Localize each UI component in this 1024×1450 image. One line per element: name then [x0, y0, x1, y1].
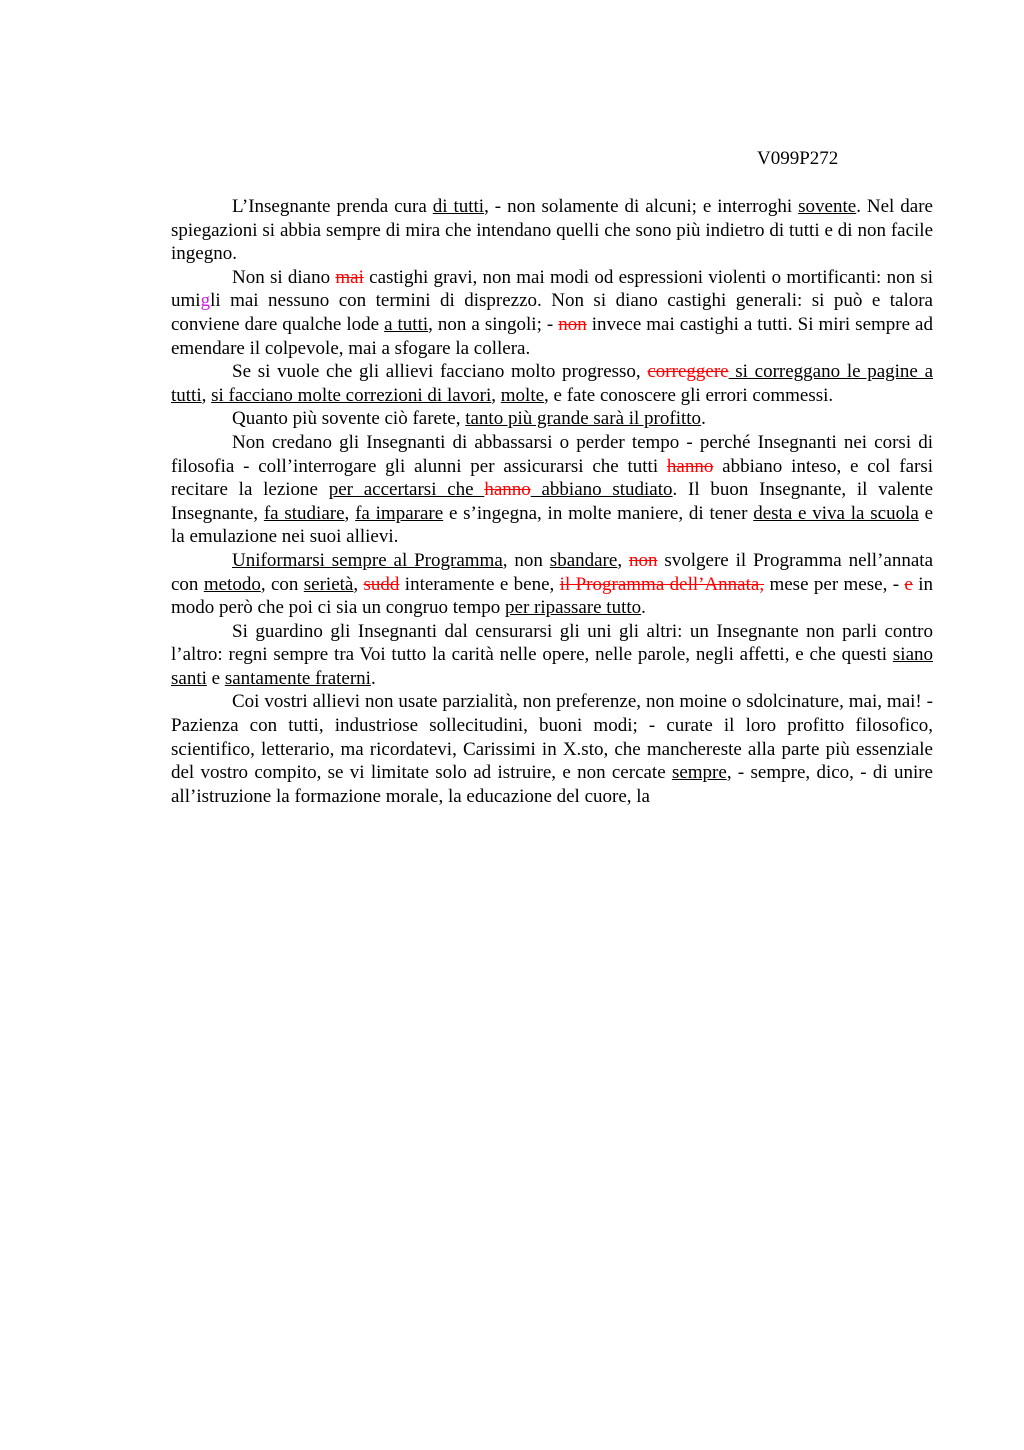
text-run: . — [701, 408, 706, 430]
underlined-text: sbandare — [549, 549, 618, 571]
underlined-text: serietà — [303, 573, 354, 595]
paragraph — [171, 620, 933, 691]
underlined-text: Uniformarsi sempre al Programma — [232, 549, 503, 571]
document-body — [171, 195, 933, 808]
deleted-text: correggere — [647, 361, 729, 383]
underlined-text: fa imparare — [355, 502, 444, 524]
text-run: , — [344, 502, 356, 524]
text-run: . Nel dare spiegazioni si abbia sempre di mira che intendano quelli che sono più indietro di tutti e di non facile ingegno. — [171, 196, 933, 265]
text-run: . Il buon Insegnante, il valente Insegnante, — [171, 479, 934, 524]
text-run: L’Insegnante prenda cura — [232, 196, 433, 217]
deleted-text: sudd — [363, 573, 400, 595]
underlined-text: si correggano le pagine a tutti — [171, 361, 933, 406]
text-run: . — [641, 597, 646, 619]
deleted-text: hanno — [484, 479, 531, 501]
text-run: Non si diano — [232, 266, 336, 288]
deleted-text: il Programma dell’Annata, — [559, 573, 765, 595]
underlined-text: molte — [500, 384, 545, 406]
paragraph — [171, 195, 933, 266]
deleted-text: mai — [335, 266, 364, 288]
text-run: interamente e bene, — [399, 573, 560, 595]
text-run: , con — [260, 573, 304, 595]
text-run: Quanto più sovente ciò farete, — [232, 408, 466, 430]
text-run: , - non solamente di alcuni; e interroghi — [484, 196, 799, 217]
text-run: . — [370, 667, 376, 689]
underlined-text: sempre — [671, 762, 727, 784]
paragraph — [171, 407, 933, 431]
underlined-text: sovente — [798, 196, 857, 217]
highlighted-letter: g — [200, 290, 211, 312]
text-run: e — [206, 667, 225, 689]
text-run: li mai nessuno con termini di disprezzo. Non si diano castighi generali: si può e talora conviene dare qualche lode — [171, 290, 933, 335]
text-run: mese per mese, - — [764, 573, 905, 595]
underlined-text: abbiano studiato — [530, 479, 673, 501]
underlined-text: metodo — [203, 573, 261, 595]
paragraph — [171, 360, 933, 407]
underlined-text: siano santi — [171, 644, 933, 689]
text-run: invece mai castighi a tutti. Si miri sempre ad emendare il colpevole, mai a sfogare la collera. — [171, 313, 933, 359]
text-run: , — [617, 549, 629, 571]
paragraph — [171, 549, 933, 620]
text-run: , non a singoli; - — [428, 313, 559, 335]
underlined-text: per accertarsi che — [328, 479, 485, 501]
text-run: , e fate conoscere gli errori commessi. — [544, 384, 834, 406]
text-run: , - sempre, dico, - di unire all’istruzione la formazione morale, la educazione del cuore, la — [171, 762, 933, 807]
text-run: , — [201, 384, 212, 406]
paragraph — [171, 266, 933, 360]
text-run: Si guardino gli Insegnanti dal censurarsi gli uni gli altri: un Insegnante non parli contro l’altro: regni sempre tra Voi tutto la carità nelle opere, nelle parole, negli affetti, e che questi — [171, 620, 933, 666]
underlined-text: si facciano molte correzioni di lavori — [211, 384, 492, 406]
text-run: e la emulazione nei suoi allievi. — [171, 502, 934, 548]
underlined-text: per ripassare tutto — [505, 597, 642, 619]
underlined-text: santamente fraterni — [224, 667, 371, 689]
text-run: Se si vuole che gli allievi facciano molto progresso, — [232, 361, 648, 383]
underlined-text: tanto più grande sarà il profitto — [465, 408, 702, 430]
underlined-text: fa studiare — [263, 502, 345, 524]
underlined-text: di tutti — [432, 196, 485, 217]
underlined-text: desta e viva la scuola — [753, 502, 919, 524]
text-run: , — [353, 573, 364, 595]
paragraph — [171, 690, 933, 808]
text-run: Non credano gli Insegnanti di abbassarsi o perder tempo - perché Insegnanti nei corsi di filosofia - coll’interrogare gli alunni per assicurarsi che tutti — [171, 431, 933, 477]
text-run: e s’ingegna, in molte maniere, di tener — [443, 502, 754, 524]
text-run: in modo però che poi ci sia un congruo tempo — [171, 573, 934, 619]
paragraph — [171, 431, 933, 549]
text-run: , non — [502, 549, 550, 571]
text-run: abbiano inteso, e col farsi recitare la lezione — [171, 455, 934, 501]
deleted-text: e — [904, 573, 913, 595]
deleted-text: hanno — [666, 455, 714, 477]
underlined-text: a tutti — [384, 313, 429, 335]
deleted-text: non — [558, 313, 587, 335]
deleted-text: non — [628, 549, 658, 571]
text-run: svolgere il Programma nell’annata con — [171, 549, 933, 595]
text-run: Coi vostri allievi non usate parzialità, non preferenze, non moine o sdolcinature, mai, mai! - Pazienza con tutti, industriose sollecitudini, buoni modi; - curate il loro profitto filosofico, scientifico, letterario, ma ricordatevi, Carissimi in X.sto, che manchereste alla parte più essenziale del vostro compito, se vi limitate solo ad istruire, e non cercate — [171, 691, 933, 784]
text-run: , — [491, 384, 501, 406]
page-identifier: V099P272 — [757, 148, 839, 169]
text-run: castighi gravi, non mai modi od espressioni violenti o mortificanti: non si umi — [171, 266, 933, 312]
